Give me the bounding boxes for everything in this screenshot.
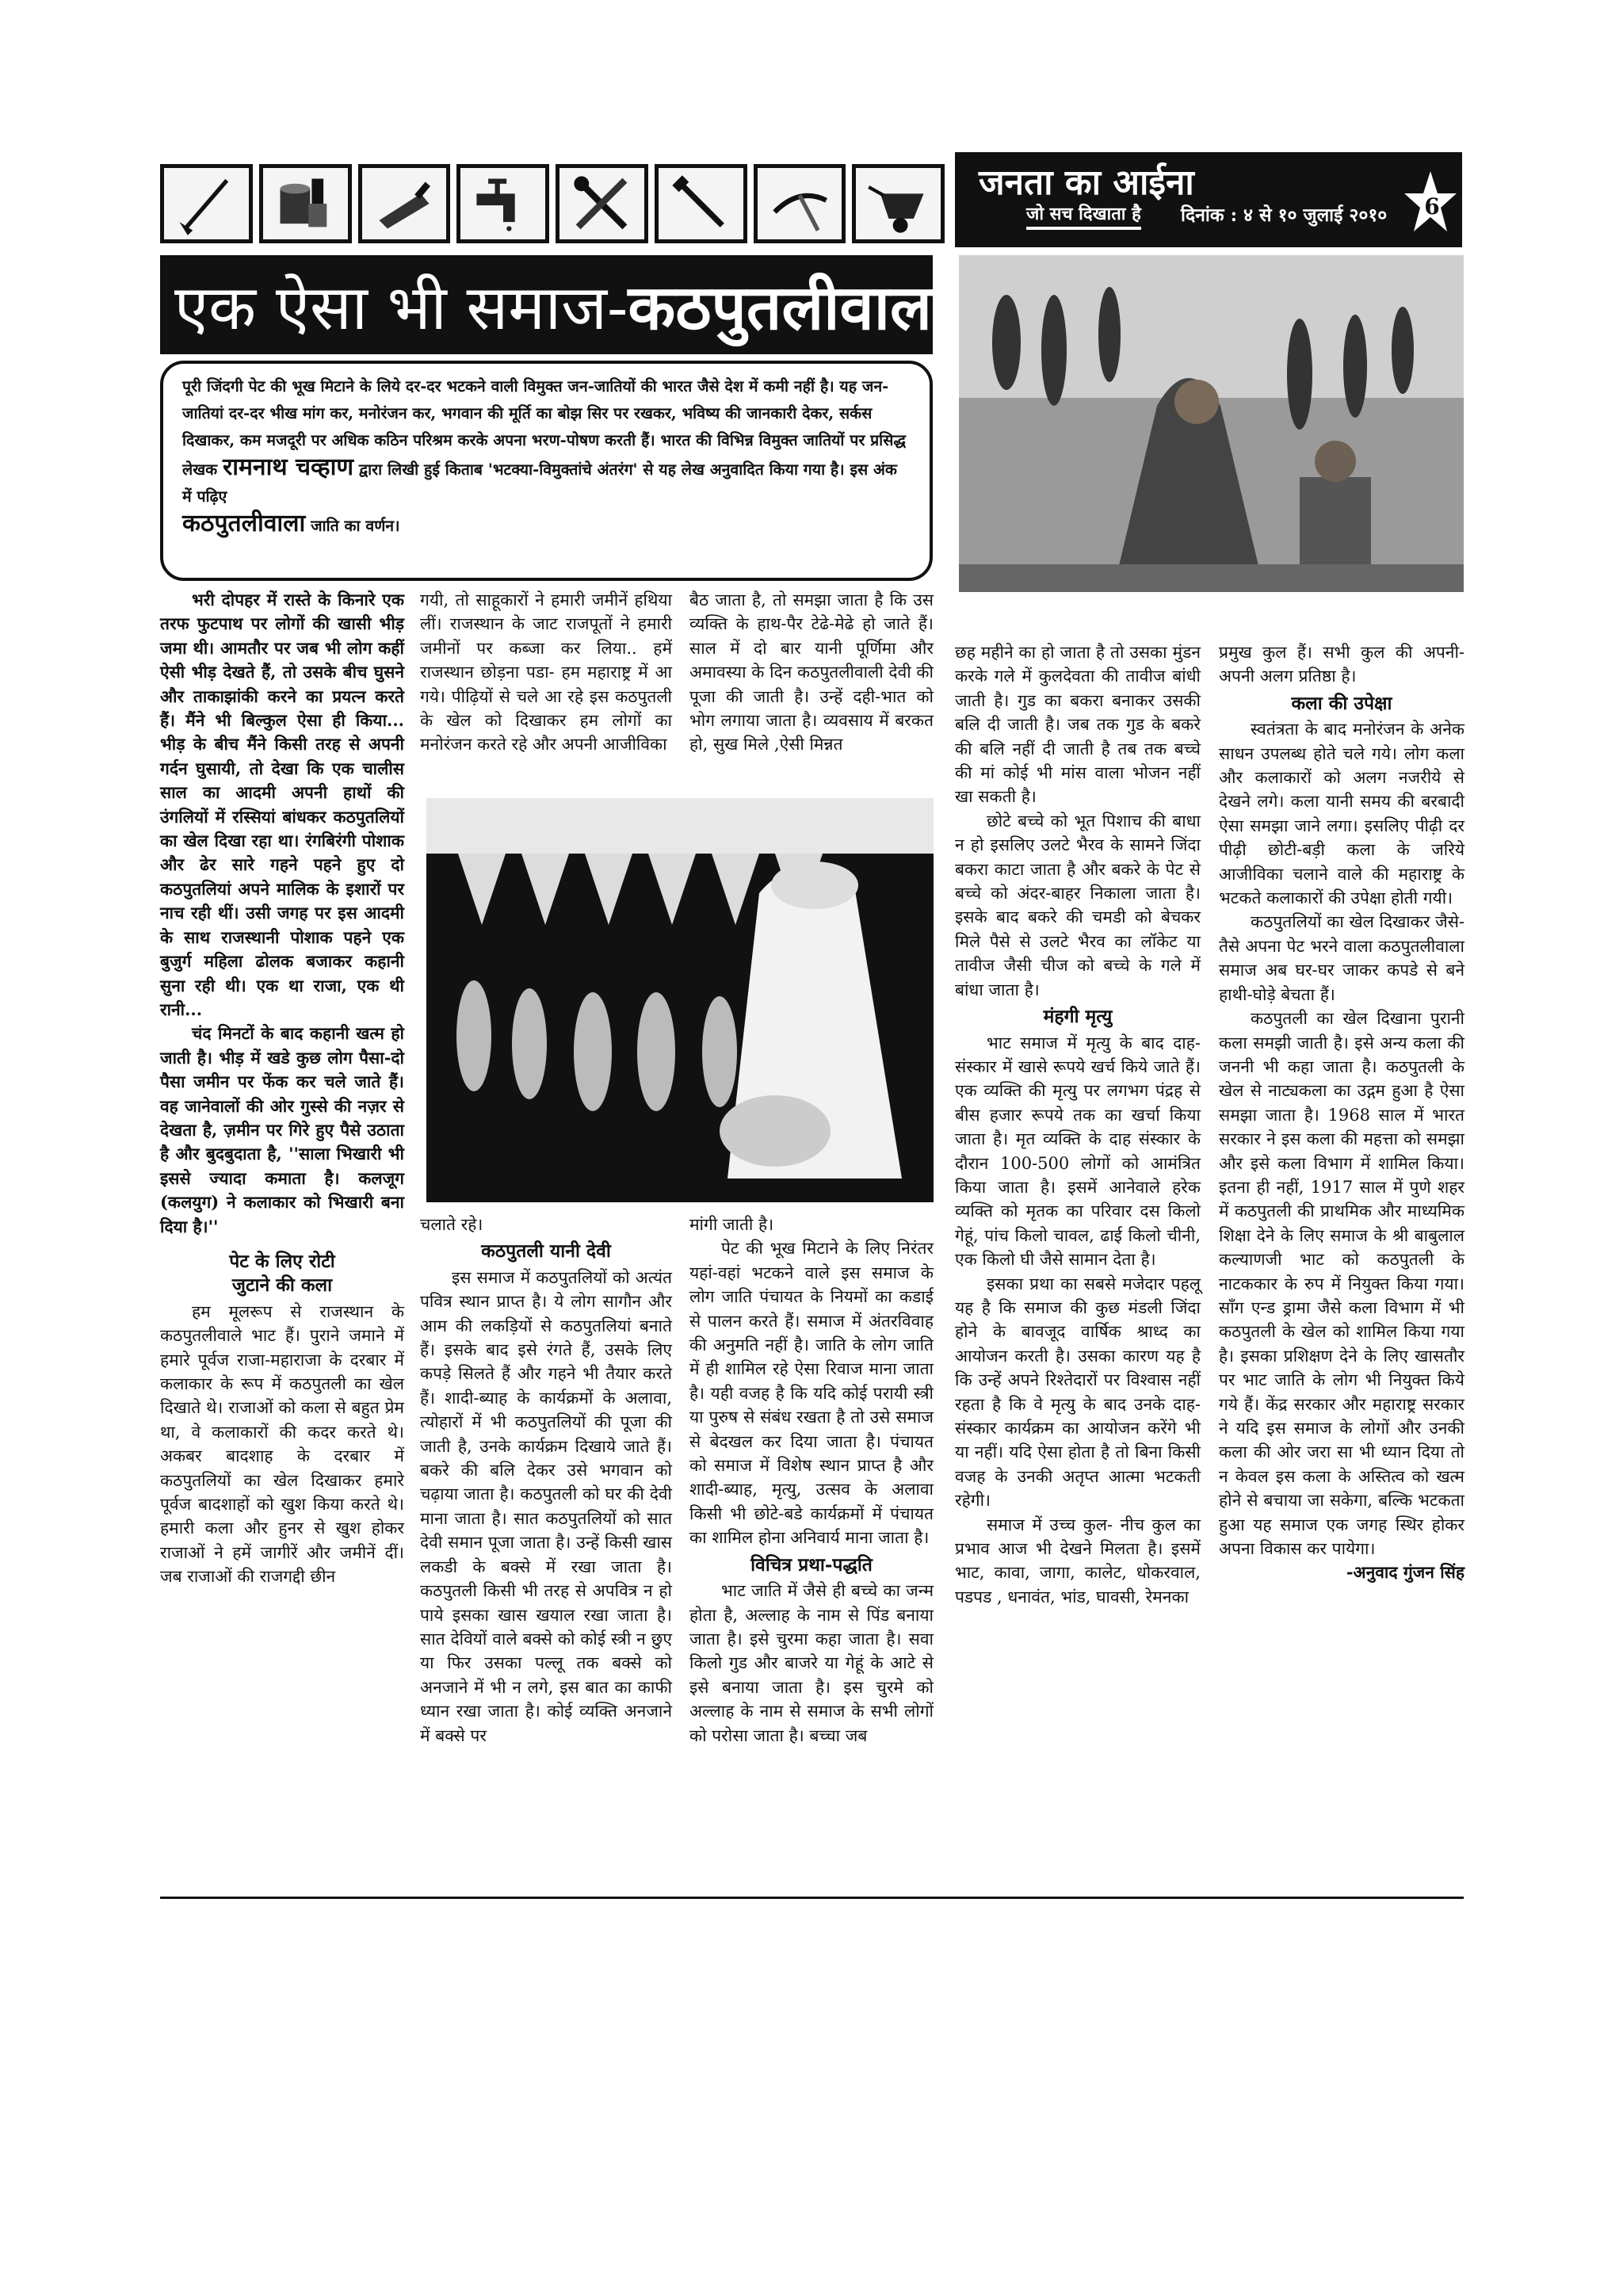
paint-bucket-icon <box>259 164 352 243</box>
col5-paragraph: कठपुतलियों का खेल दिखाकर जैसे-तैसे अपना पेट भरने वाला कठपुतलीवाला समाज अब घर-घर जाकर कपडे से बने हाथी-घोड़े बेचता हैं। <box>1219 912 1465 1004</box>
translator-credit: -अनुवाद गुंजन सिंह <box>1346 1562 1465 1583</box>
trowel-icon <box>358 164 451 243</box>
col3-subheading: विचित्र प्रथा-पद्धति <box>750 1553 873 1576</box>
col3-paragraph: मांगी जाती है। <box>689 1215 774 1234</box>
col4-paragraph: इसका प्रथा का सबसे मजेदार पहलू यह है कि समाज की कुछ मंडली जिंदा होने के बावजूद वार्षिक श्राध्द का आयोजन करती है। उसका कारण यह है कि उन्हें अपने रिश्तेदारों पर विश्वास नहीं रहता है कि वे मृत्यु के बाद उनके दाह-संस्कार कार्यक्रम का आयोजन करेंगे भी या नहीं। यदि ऐसा होता है तो बिना किसी वजह के उनकी अतृप्त आत्मा भटकती रहेगी। <box>955 1274 1201 1511</box>
headline-box <box>160 255 949 354</box>
col4-subheading: मंहगी मृत्यु <box>1043 1006 1113 1028</box>
paper-name: जनता का आईना <box>979 162 1194 203</box>
intro-text3: जाति का वर्णन। <box>311 517 400 535</box>
issue-date: दिनांक : ४ से १० जुलाई २०१० <box>1181 204 1388 226</box>
col4-paragraph: छोटे बच्चे को भूत पिशाच की बाधा न हो इसलिए उलटे भैरव के सामने जिंदा बकरा काटा जाता है और बकरे के पेट से बच्चे को अंदर-बाहर निकाला जाता है। इसके बाद बकरे की चमडी को बेचकर मिले पैसे से उलटे भैरव का लॉकेट या तावीज जैसी चीज को बच्चे के गले में बांधा जाता है। <box>955 811 1201 999</box>
headline <box>174 263 948 347</box>
puppeteer-family-photo <box>959 255 1464 592</box>
tools-icon <box>556 164 648 243</box>
article-column-3-lower <box>689 1213 934 1748</box>
col1-paragraph: भरी दोपहर में रास्ते के किनारे एक तरफ फुटपाथ पर लोगों की खासी भीड़ जमा थी। आमतौर पर जब भी लोग कहीं ऐसी भीड़ देखते हैं, तो उसके बीच घुसने और ताकाझांकी करने का प्रयत्न करते हैं। मैंने भी बिल्कुल ऐसा ही किया... भीड़ के बीच मैंने किसी तरह से अपनी गर्दन घुसायी, तो देखा कि एक चालीस साल का आदमी अपनी हाथों की उंगलियों में रस्सियां बांधकर कठपुतलियों का खेल दिखा रहा था। रंगबिरंगी पोशाक और ढेर सारे गहने पहने हुए दो कठपुतलियां अपने मालिक के इशारों पर नाच रही थीं। उसी जगह पर इस आदमी के साथ राजस्थानी पोशाक पहने एक बुजुर्ग महिला ढोलक बजाकर कहानी सुना रही थी। एक था राजा, एक थी रानी... <box>160 590 404 1019</box>
col5-paragraph: प्रमुख कुल हैं। सभी कुल की अपनी-अपनी अलग प्रतिष्ठा है। <box>1219 643 1465 686</box>
col3-paragraph: बैठ जाता है, तो समझा जाता है कि उस व्यक्ति के हाथ-पैर टेढे-मेढे हो जाते हैं। साल में दो बार यानी पूर्णिमा और अमावस्या के दिन कठपुतलीवाली देवी की पूजा की जाती है। उन्हें दही-भात को भोग लगाया जाता है। व्यवसाय में बरकत हो, सुख मिले ,ऐसी मिन्नत <box>689 590 934 755</box>
col2-subheading: कठपुतली यानी देवी <box>481 1240 611 1263</box>
intro-tribe: कठपुतलीवाला <box>182 510 306 537</box>
headline-part2: कठपुतलीवाला <box>628 271 949 344</box>
intro-text2: द्वारा लिखी हुई किताब 'भटक्या-विमुक्तांचे अंतरंग' से यह लेख अनुवादित किया गया है। इस अंक में पढ़िए <box>182 460 897 506</box>
col1-paragraph: चंद मिनटों के बाद कहानी खत्म हो जाती है। भीड़ में खडे कुछ लोग पैसा-दो पैसा जमीन पर फेंक कर चले जाते हैं। वह जानेवालों की ओर गुस्से की नज़र से देखता है, ज़मीन पर गिरे हुए पैसे उठाता है और बुदबुदाता है, ''साला भिखारी भी इससे ज्यादा कमाता है। कलजूग (कलयुग) ने कलाकार को भिखारी बना दिया है।'' <box>160 1023 404 1236</box>
col1-subheading: पेट के लिए रोटी जुटाने की कला <box>229 1250 335 1297</box>
page-number: 6 <box>1424 193 1440 220</box>
col4-paragraph: छह महीने का हो जाता है तो उसका मुंडन करके गले में कुलदेवता की तावीज बांधी जाती है। गुड का बकरा बनाकर उसकी बलि दी जाती है। जब तक गुड के बकरे की बलि नहीं दी जाती है तब तक बच्चे की मां कोई भी मांस वाला भोजन नहीं खा सकती है। <box>955 643 1201 807</box>
tool-icon-strip <box>160 164 945 243</box>
col5-paragraph: कठपुतली का खेल दिखाना पुरानी कला समझी जाती है। इसे अन्य कला की जननी भी कहा जाता है। कठपुतली के खेल से नाट्यकला का उद्गम हुआ है ऐसा समझा जाता है। 1968 साल में भारत सरकार ने इस कला की महत्ता को समझा और इसे कला विभाग में शामिल किया। इतना ही नहीं, 1917 साल में पुणे शहर में कठपुतली की प्राथमिक और माध्यमिक शिक्षा देने के लिए समाज के श्री बाबुलाल कल्याणजी भाट को कठपुतली के नाटककार के रुप में नियुक्त किया गया। सॉंग एन्ड ड्रामा जैसे कला विभाग में भी कठपुतली के खेल को शामिल किया गया है। इसका प्रशिक्षण देने के लिए खासतौर पर भाट जाति के लोग भी नियुक्त किये गये हैं। केंद्र सरकार और महाराष्ट्र सरकार ने यदि इस समाज के लोगों और उनकी कला की ओर जरा सा भी ध्यान दिया तो न केवल इस कला के अस्तित्व को खत्म होने से बचाया जा सकेगा, बल्कि भटकता हुआ यह समाज एक जगह स्थिर होकर अपना विकास कर पायेगा। <box>1219 1009 1465 1559</box>
col3-paragraph: भाट जाति में जैसे ही बच्चे का जन्म होता है, अल्लाह के नाम से पिंड बनाया जाता है। इसे चुरमा कहा जाता है। सवा किलो गुड और बाजरे या गेहूं के आटे से इसे बनाया जाता है। इस चुरमे को अल्लाह के नाम से समाज के सभी लोगों को परोसा जाता है। बच्चा जब <box>689 1581 934 1745</box>
pickaxe-icon <box>754 164 846 243</box>
article-column-1 <box>160 588 404 1589</box>
col5-paragraph: स्वतंत्रता के बाद मनोरंजन के अनेक साधन उपलब्ध होते चले गये। लोग कला और कलाकारों को अलग नजरीये से देखने लगे। कला यानी समय की बरबादी ऐसा समझा जाने लगा। इसलिए पीढ़ी दर पीढ़ी छोटी-बड़ी कला के जरिये आजीविका चलाने वाले की महाराष्ट्र के भटकते कलाकारों की उपेक्षा होती गयी। <box>1219 720 1465 908</box>
col2-paragraph: इस समाज में कठपुतलियों को अत्यंत पवित्र स्थान प्राप्त है। ये लोग सागौन और आम की लकड़ियों से कठपुतलियां बनाते हैं। इसके बाद इसे रंगते हैं, उसके लिए कपड़े सिलते हैं और गहने भी तैयार करते हैं। शादी-ब्याह के कार्यक्रमों के अलावा, त्योहारों में भी कठपुतलियों की पूजा की जाती है, उनके कार्यक्रम दिखाये जाते हैं। बकरे की बलि देकर उसे भगवान को चढ़ाया जाता है। कठपुतली को घर की देवी माना जाता है। सात कठपुतलियों को सात देवी समान पूजा जाता है। उन्हें किसी खास लकडी के बक्से में रखा जाता है। कठपुतली किसी भी तरह से अपवित्र न हो पाये इसका खास खयाल रखा जाता है। सात देवियों वाले बक्से को कोई स्त्री न छुए या फिर उसका पल्लू तक बक्से को अनजाने में भी न लगे, इस बात का काफी ध्यान रखा जाता है। कोई व्यक्ति अनजाने में बक्से पर <box>420 1267 672 1745</box>
wrench-icon <box>655 164 747 243</box>
article-column-5 <box>1219 640 1465 1585</box>
col3-paragraph: पेट की भूख मिटाने के लिए निरंतर यहां-वहां भटकने वाले इस समाज के लोग जाति पंचायत के नियमों का कडाई से पालन करते हैं। समाज में अंतरविवाह की अनुमति नहीं है। जाति के लोग जाति में ही शामिल रहे ऐसा रिवाज माना जाता है। यही वजह है कि यदि कोई परायी स्त्री या पुरुष से संबंध रखता है तो उसे समाज से बेदखल कर दिया जाता है। पंचायत को समाज में विशेष स्थान प्राप्त है और शादी-ब्याह, मृत्यु, उत्सव के अलावा किसी भी छोटे-बडे कार्यक्रमों में पंचायत का शामिल होना अनिवार्य माना जाता है। <box>689 1239 934 1548</box>
water-tap-icon <box>456 164 549 243</box>
puppet-show-photo <box>426 798 934 1202</box>
article-column-2-lower <box>420 1213 672 1748</box>
bottom-rule <box>160 1897 1464 1899</box>
headline-part1: एक ऐसा भी समाज- <box>174 272 628 344</box>
article-column-4 <box>955 640 1201 1609</box>
hoe-icon <box>160 164 253 243</box>
col4-paragraph: समाज में उच्च कुल- नीच कुल का प्रभाव आज भी देखने मिलता है। इसमें भाट, कावा, जागा, कालेट, धोकरवाल, पडपड , धनावंत, भांड, घावसी, रेमनका <box>955 1515 1201 1606</box>
wheelbarrow-icon <box>852 164 945 243</box>
col2-paragraph: चलाते रहे। <box>420 1215 483 1234</box>
masthead <box>955 152 1462 247</box>
article-column-2 <box>420 588 672 757</box>
intro-box <box>160 361 933 581</box>
article-column-3 <box>689 588 934 757</box>
col5-subheading: कला की उपेक्षा <box>1291 692 1392 714</box>
col1-paragraph: हम मूलरूप से राजस्थान के कठपुतलीवाले भाट हैं। पुराने जमाने में हमारे पूर्वज राजा-महाराजा के दरबार में कलाकार के रूप में कठपुतली का खेल दिखाते थे। राजाओं को कला से बहुत प्रेम था, वे कलाकारों की कदर करते थे। अकबर बादशाह के दरबार में कठपुतलियों का खेल दिखाकर हमारे पूर्वज बादशाहों को खुश किया करते थे। हमारी कला और हुनर से खुश होकर राजाओं ने हमें जागीरें और जमीनें दीं। जब राजाओं की राजगद्दी छीन <box>160 1301 404 1587</box>
intro-author: रामनाथ चव्हाण <box>222 453 354 481</box>
col2-paragraph: गयी, तो साहूकारों ने हमारी जमीनें हथिया लीं। राजस्थान के जाट राजपूतों ने हमारी जमीनों पर कब्जा कर लिया.. हमें राजस्थान छोड़ना पडा- हम महाराष्ट्र में आ गये। पीढ़ियों से चले आ रहे इस कठपुतली के खेल को दिखाकर हम लोगों का मनोरंजन करते रहे और अपनी आजीविका <box>420 590 672 755</box>
col4-paragraph: भाट समाज में मृत्यु के बाद दाह-संस्कार में खासे रूपये खर्च किये जाते हैं। एक व्यक्ति की मृत्यु पर लगभग पंद्रह से बीस हजार रूपये तक का खर्चा किया जाता है। मृत व्यक्ति के दाह संस्कार के दौरान 100-500 लोगों को आमंत्रित किया जाता है। इसमें आनेवाले हरेक व्यक्ति को मृतक का परिवार दस किलो गेहूं, पांच किलो चावल, ढाई किलो चीनी, एक किलो घी जैसे सामान देता है। <box>955 1033 1201 1270</box>
paper-tagline: जो सच दिखाता है <box>1026 201 1141 230</box>
intro-text: पूरी जिंदगी पेट की भूख मिटाने के लिये दर-दर भटकने वाली विमुक्त जन-जातियों की भारत जैसे देश में कमी नहीं है। यह जन-जातियां दर-दर भीख मांग कर, मनोरंजन कर, भगवान की मूर्ति का बोझ सिर पर रखकर, भविष्य की जानकारी देकर, सर्कस दिखाकर, कम मजदूरी पर अधिक कठिन परिश्रम करके अपना भरण-पोषण करती हैं। भारत की विभिन्न विमुक्त जातियों पर प्रसिद्ध लेखक <box>182 377 906 479</box>
